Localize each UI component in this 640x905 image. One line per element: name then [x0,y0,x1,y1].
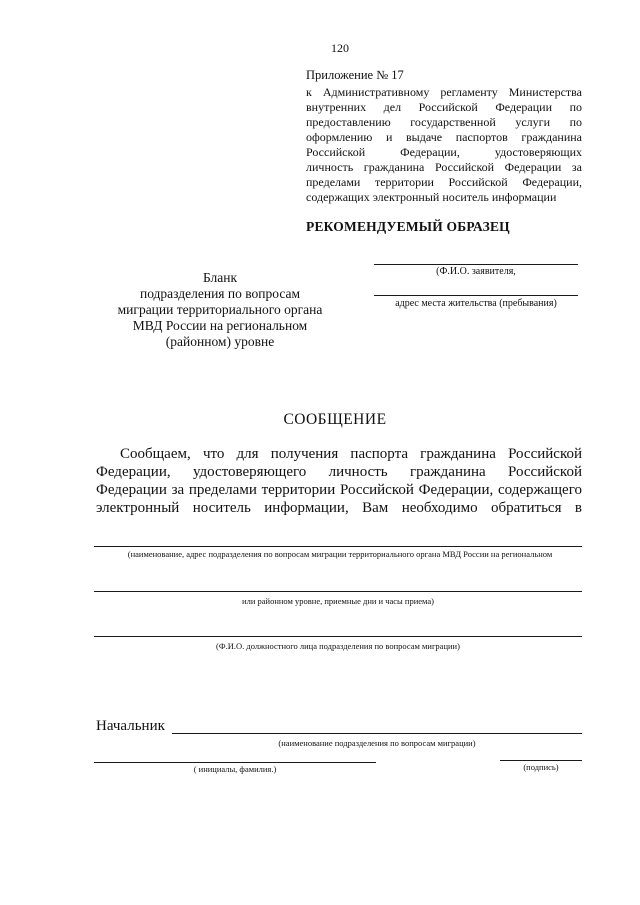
applicant-name-line [374,264,578,265]
signature-line [500,760,582,761]
initials-caption: ( инициалы, фамилия.) [193,764,277,774]
appendix-line: пределами территории Российской Федерации, [306,175,582,189]
letterhead-line: миграции территориального органа [117,302,323,317]
appendix-line: личность гражданина Российской Федерации за [306,160,582,174]
body-line: электронный носитель информации, Вам необходимо обратиться в [96,500,582,516]
appendix-title: Приложение № 17 [306,68,404,82]
appendix-line: внутренних дел Российской Федерации по [306,100,582,114]
fill-line-3 [94,636,582,637]
page-number: 120 [331,41,349,55]
body-line: Сообщаем, что для получения паспорта гражданина Российской [120,446,582,462]
letterhead-line: МВД России на региональном [132,318,308,333]
department-line [172,733,582,734]
appendix-line: Российской Федерации, удостоверяющих [306,145,582,159]
fill-line-1 [94,546,582,547]
initials-line [94,762,376,763]
message-title: СООБЩЕНИЕ [283,411,387,428]
appendix-line: к Административному регламенту Министерства [306,85,582,99]
applicant-address-caption: адрес места жительства (пребывания) [395,298,557,309]
department-caption: (наименование подразделения по вопросам миграции) [278,738,476,748]
letterhead-line: подразделения по вопросам [139,286,301,301]
fill-caption-1: (наименование, адрес подразделения по вопросам миграции территориального органа МВД России на региональном [127,549,553,559]
fill-caption-2: или районном уровне, приемные дни и часы приема) [242,596,434,606]
sample-heading: РЕКОМЕНДУЕМЫЙ ОБРАЗЕЦ [306,219,510,234]
applicant-address-line [374,295,578,296]
appendix-line: содержащих электронный носитель информации [306,190,557,204]
chief-label: Начальник [96,718,165,734]
fill-caption-3: (Ф.И.О. должностного лица подразделения по вопросам миграции) [216,641,460,651]
appendix-line: предоставлению государственной услуги по [306,115,582,129]
body-line: Федерации, удостоверяющего личность гражданина Российской [96,464,582,480]
applicant-name-caption: (Ф.И.О. заявителя, [436,266,516,277]
fill-line-2 [94,591,582,592]
letterhead-line: Бланк [202,270,238,285]
body-line: Федерации за пределами территории Российской Федерации, содержащего [96,482,582,498]
signature-caption: (подпись) [523,762,559,772]
letterhead-line: (районном) уровне [165,334,275,349]
appendix-line: оформлению и выдаче паспортов гражданина [306,130,582,144]
